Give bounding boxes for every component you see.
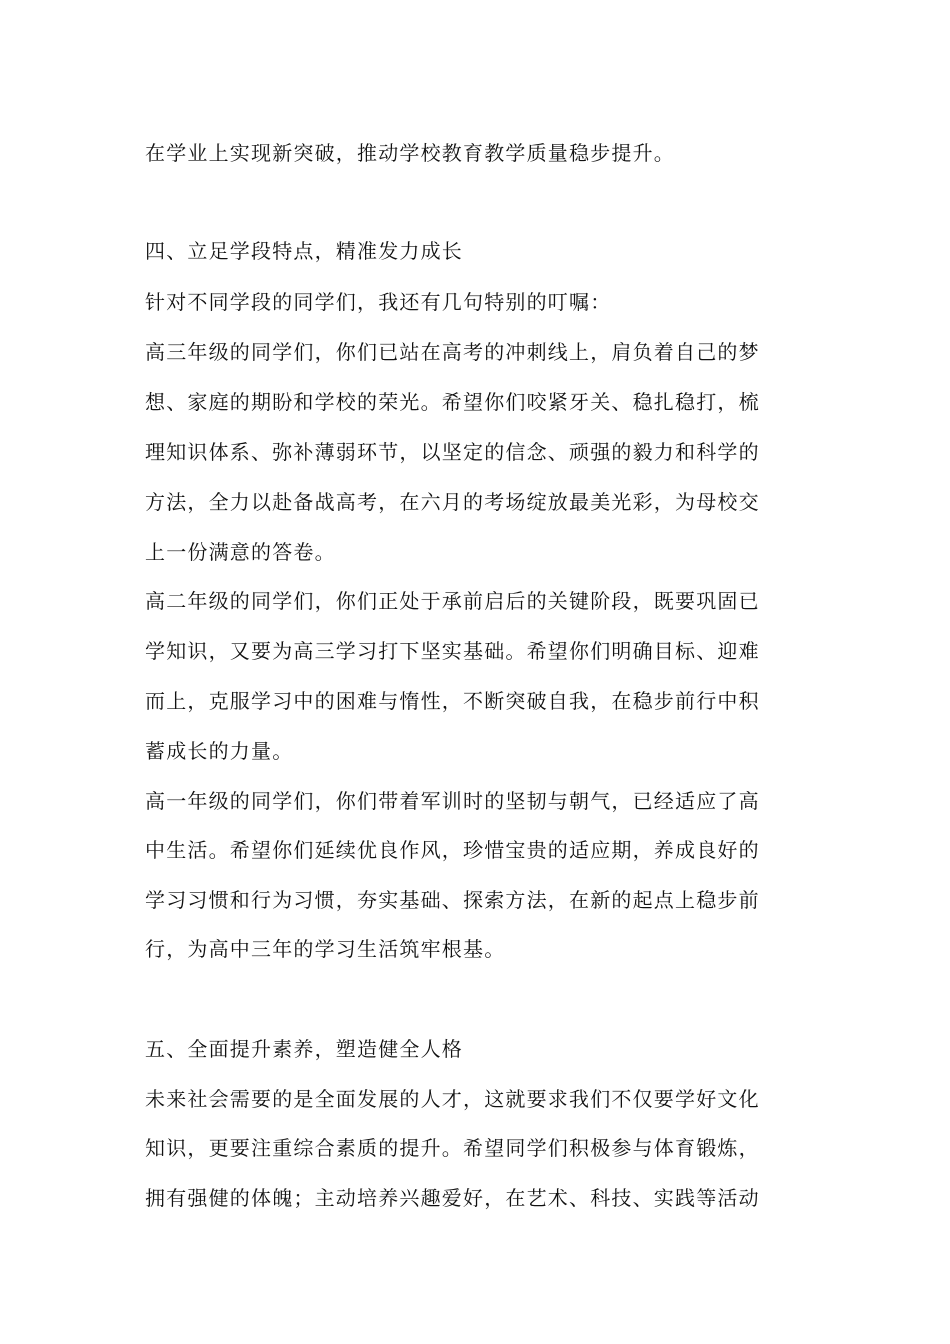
paragraph-line: 针对不同学段的同学们，我还有几句特别的叮嘱： <box>145 290 612 314</box>
paragraph-line: 蓄成长的力量。 <box>145 739 294 763</box>
paragraph-line: 方法，全力以赴备战高考，在六月的考场绽放最美光彩，为母校交 <box>145 490 760 514</box>
paragraph-line: 高二年级的同学们，你们正处于承前启后的关键阶段，既要巩固已 <box>145 589 760 613</box>
section-heading-4: 四、立足学段特点，精准发力成长 <box>145 239 463 263</box>
paragraph-line: 想、家庭的期盼和学校的荣光。希望你们咬紧牙关、稳扎稳打，梳 <box>145 390 760 414</box>
paragraph-line: 高三年级的同学们，你们已站在高考的冲刺线上，肩负着自己的梦 <box>145 340 760 364</box>
paragraph-line: 行，为高中三年的学习生活筑牢根基。 <box>145 937 506 961</box>
paragraph-line: 拥有强健的体魄；主动培养兴趣爱好，在艺术、科技、实践等活动 <box>145 1186 760 1210</box>
paragraph-line: 在学业上实现新突破，推动学校教育教学质量稳步提升。 <box>145 141 675 165</box>
paragraph-line: 未来社会需要的是全面发展的人才，这就要求我们不仅要学好文化 <box>145 1087 760 1111</box>
paragraph-line: 知识，更要注重综合素质的提升。希望同学们积极参与体育锻炼， <box>145 1136 760 1160</box>
paragraph-line: 而上，克服学习中的困难与惰性，不断突破自我，在稳步前行中积 <box>145 689 760 713</box>
paragraph-line: 高一年级的同学们，你们带着军训时的坚韧与朝气，已经适应了高 <box>145 789 760 813</box>
paragraph-line: 理知识体系、弥补薄弱环节，以坚定的信念、顽强的毅力和科学的 <box>145 440 760 464</box>
paragraph-line: 学习习惯和行为习惯，夯实基础、探索方法，在新的起点上稳步前 <box>145 888 760 912</box>
paragraph-line: 中生活。希望你们延续优良作风，珍惜宝贵的适应期，养成良好的 <box>145 838 760 862</box>
paragraph-line: 学知识，又要为高三学习打下坚实基础。希望你们明确目标、迎难 <box>145 639 760 663</box>
section-heading-5: 五、全面提升素养，塑造健全人格 <box>145 1037 463 1061</box>
paragraph-line: 上一份满意的答卷。 <box>145 540 336 564</box>
